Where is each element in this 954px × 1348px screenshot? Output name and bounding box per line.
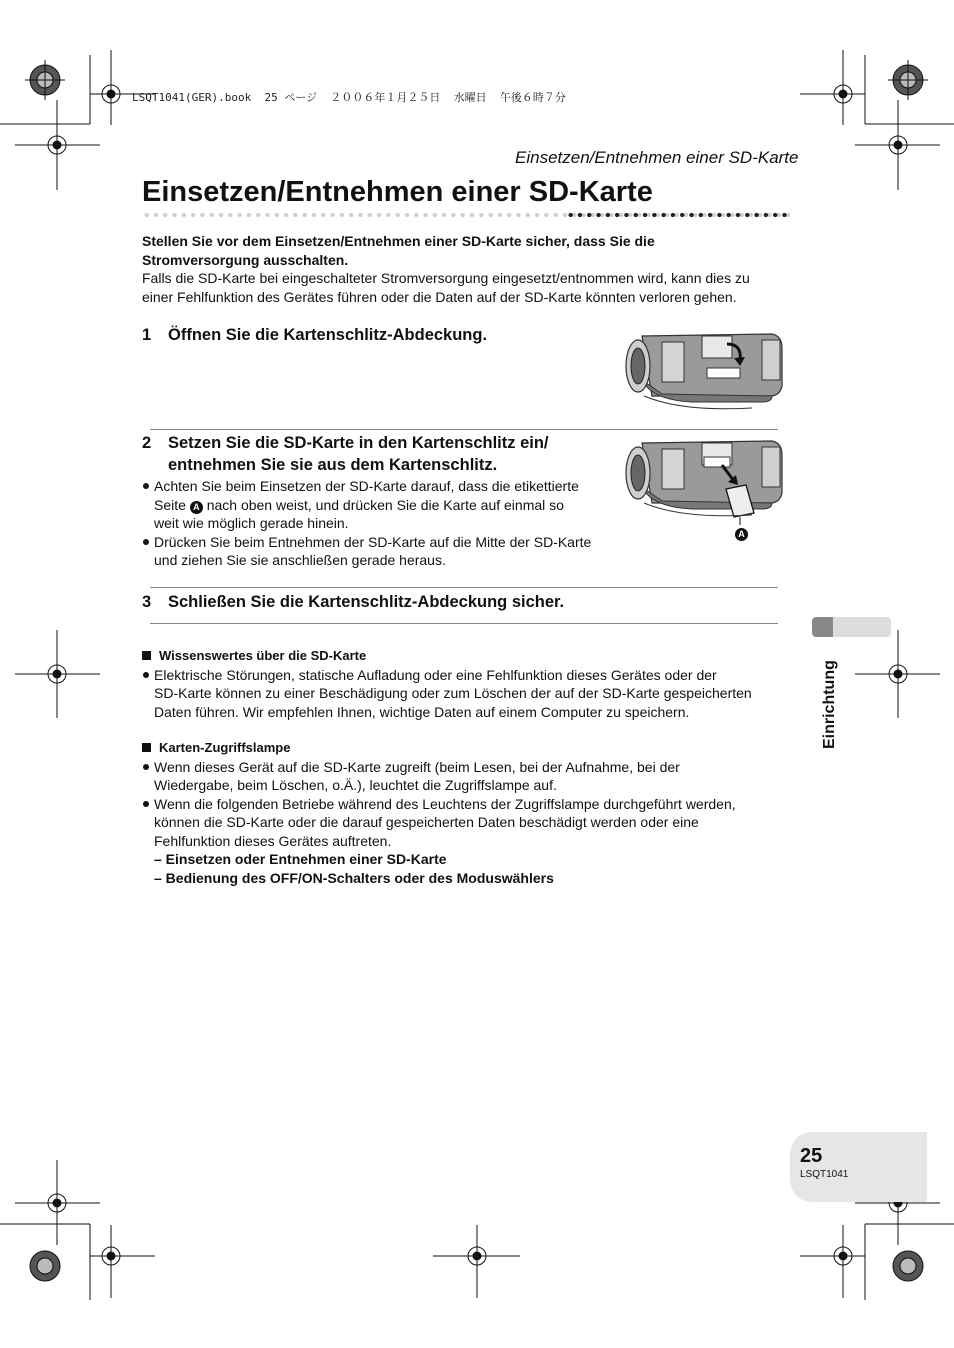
camera-illustration-open-cover	[622, 330, 787, 412]
dash-item: – Bedienung des OFF/ON-Schalters oder des Moduswählers	[154, 869, 554, 886]
step-2-heading: 2 Setzen Sie die SD-Karte in den Kartenschlitz ein/ entnehmen Sie sie aus dem Kartenschlitz.	[142, 434, 549, 474]
section-access-lamp	[142, 739, 792, 887]
list-item: Drücken Sie beim Entnehmen der SD-Karte auf die Mitte der SD-Karte und ziehen Sie sie anschließen gerade heraus.	[142, 533, 617, 570]
title-dotted-rule-dark	[566, 211, 790, 219]
side-section-label: Einrichtung	[821, 660, 838, 749]
square-bullet-icon	[142, 743, 151, 752]
divider	[150, 429, 778, 430]
list-item: Wenn dieses Gerät auf die SD-Karte zugreift (beim Lesen, bei der Aufnahme, bei der Wiedergabe, beim Löschen, o.Ä.), leuchtet die Zugriffslampe auf.	[142, 758, 792, 795]
page-code: LSQT1041	[800, 1169, 849, 1180]
step-2-notes	[142, 477, 617, 570]
divider	[150, 623, 778, 624]
page-number: 25	[800, 1145, 823, 1167]
section-title: Karten-Zugriffslampe	[142, 739, 792, 758]
side-tab-bar	[833, 617, 891, 637]
label-a-marker: A	[190, 501, 203, 514]
figure-label-a: A	[735, 524, 748, 542]
dash-item: – Einsetzen oder Entnehmen einer SD-Karte	[154, 851, 447, 867]
square-bullet-icon	[142, 651, 151, 660]
step-number: 2	[142, 434, 152, 452]
camera-illustration-insert-card	[622, 437, 787, 543]
intro-text: Falls die SD-Karte bei eingeschalteter Stromversorgung eingesetzt/entnommen wird, kann dies zu einer Fehlfunktion des Gerätes führen oder die Daten auf der SD-Karte könnten verloren gehen.	[142, 270, 750, 305]
page-title: Einsetzen/Entnehmen einer SD-Karte	[142, 176, 653, 208]
step-number: 3	[142, 593, 152, 611]
side-tab-marker	[812, 617, 833, 637]
section-sd-card-info	[142, 647, 792, 721]
section-title: Wissenswertes über die SD-Karte	[142, 647, 792, 666]
list-item: Achten Sie beim Einsetzen der SD-Karte darauf, dass die etikettierte Seite A nach oben weist, und drücken Sie die Karte auf einmal so weit wie möglich gerade hinein.	[142, 477, 617, 533]
print-info: LSQT1041(GER).book 25 ページ ２００６年１月２５日 水曜日 午後６時７分	[132, 91, 566, 104]
list-item: Wenn die folgenden Betriebe während des Leuchtens der Zugriffslampe durchgeführt werden, können die SD-Karte oder die darauf gespeicherten Daten beschädigt werden oder eine Fehlfunktion dieses Gerätes auftreten.	[142, 795, 792, 851]
running-head: Einsetzen/Entnehmen einer SD-Karte	[515, 148, 799, 167]
divider	[150, 587, 778, 588]
step-3-heading: 3 Schließen Sie die Kartenschlitz-Abdeckung sicher.	[142, 593, 565, 611]
step-number: 1	[142, 326, 152, 344]
intro-warning: Stellen Sie vor dem Einsetzen/Entnehmen einer SD-Karte sicher, dass Sie die Stromversorgung ausschalten.	[142, 233, 655, 268]
list-item: Elektrische Störungen, statische Aufladung oder eine Fehlfunktion dieses Gerätes oder der SD-Karte können zu einer Beschädigung oder zum Löschen der auf der SD-Karte gespeicherten Daten führen. Wir empfehlen Ihnen, wichtige Daten auf einem Computer zu speichern.	[142, 666, 792, 722]
step-1-heading: 1 Öffnen Sie die Kartenschlitz-Abdeckung.	[142, 326, 488, 344]
